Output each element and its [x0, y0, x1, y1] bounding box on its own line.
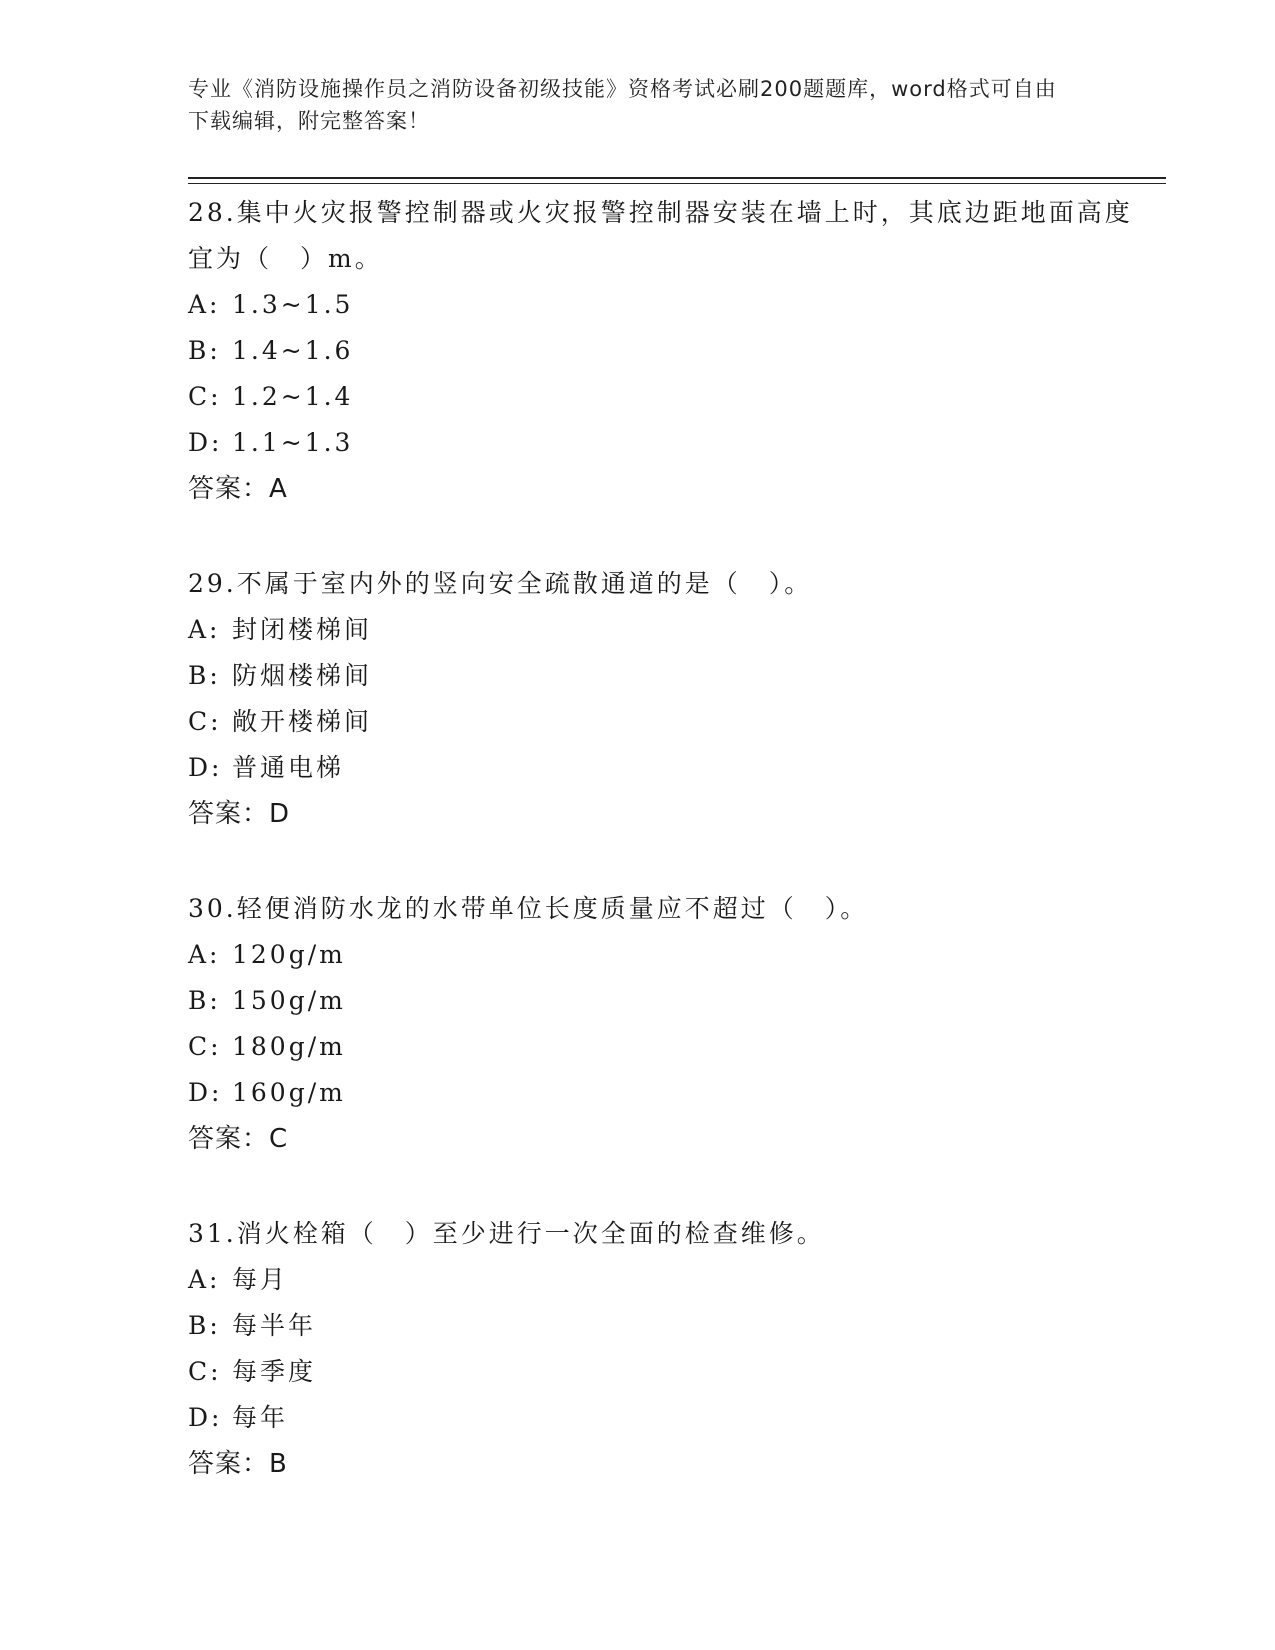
question-28	[188, 190, 1148, 512]
option-b	[188, 978, 1148, 1024]
document-header-note: 专业《消防设施操作员之消防设备初级技能》资格考试必刷200题题库，word格式可自由下载编辑，附完整答案！	[188, 77, 1057, 133]
option-text: 1.4~1.6	[232, 336, 354, 365]
option-d	[188, 745, 1148, 791]
question-stem: 31.消火栓箱（ ）至少进行一次全面的检查维修。	[188, 1219, 825, 1248]
option-c	[188, 374, 1148, 420]
option-a	[188, 932, 1148, 978]
option-letter: B:	[188, 1311, 221, 1340]
question-29	[188, 561, 1148, 837]
option-text: 150g/m	[232, 986, 346, 1015]
option-text: 1.3~1.5	[232, 290, 354, 319]
option-text: 每年	[232, 1403, 289, 1432]
option-letter: C:	[188, 1357, 222, 1386]
option-a	[188, 282, 1148, 328]
option-text: 1.2~1.4	[232, 382, 354, 411]
option-b	[188, 1303, 1148, 1349]
option-text: 封闭楼梯间	[232, 615, 373, 644]
question-31	[188, 1211, 1148, 1487]
answer-line: 答案：B	[188, 1449, 288, 1479]
option-letter: D:	[188, 753, 223, 782]
option-letter: A:	[188, 615, 221, 644]
option-letter: D:	[188, 1078, 223, 1107]
option-text: 每季度	[232, 1357, 317, 1386]
option-letter: D:	[188, 428, 223, 457]
option-text: 180g/m	[232, 1032, 346, 1061]
option-text: 敞开楼梯间	[232, 707, 373, 736]
option-letter: D:	[188, 1403, 223, 1432]
option-letter: B:	[188, 661, 221, 690]
option-d	[188, 1395, 1148, 1441]
option-letter: A:	[188, 940, 221, 969]
answer-line: 答案：C	[188, 1124, 289, 1154]
answer-line: 答案：D	[188, 799, 291, 829]
option-letter: B:	[188, 336, 221, 365]
option-a	[188, 607, 1148, 653]
option-d	[188, 420, 1148, 466]
option-text: 每半年	[232, 1311, 317, 1340]
option-text: 每月	[232, 1265, 289, 1294]
option-text: 160g/m	[232, 1078, 346, 1107]
option-c	[188, 699, 1148, 745]
question-list	[188, 190, 1148, 1536]
question-stem: 29.不属于室内外的竖向安全疏散通道的是（ ）。	[188, 569, 813, 598]
option-letter: C:	[188, 382, 222, 411]
option-b	[188, 328, 1148, 374]
option-text: 普通电梯	[232, 753, 345, 782]
header-divider-thin	[188, 183, 1166, 184]
option-d	[188, 1070, 1148, 1116]
option-letter: C:	[188, 1032, 222, 1061]
option-c	[188, 1349, 1148, 1395]
option-text: 防烟楼梯间	[232, 661, 373, 690]
header-divider-thick	[188, 177, 1166, 179]
option-text: 1.1~1.3	[232, 428, 354, 457]
question-30	[188, 886, 1148, 1162]
option-text: 120g/m	[232, 940, 346, 969]
option-b	[188, 653, 1148, 699]
option-letter: A:	[188, 290, 221, 319]
answer-line: 答案：A	[188, 474, 288, 504]
question-stem: 30.轻便消防水龙的水带单位长度质量应不超过（ ）。	[188, 894, 869, 923]
option-a	[188, 1257, 1148, 1303]
option-letter: B:	[188, 986, 221, 1015]
option-c	[188, 1024, 1148, 1070]
question-stem: 28.集中火灾报警控制器或火灾报警控制器安装在墙上时，其底边距地面高度宜为（ ）m。	[188, 198, 1133, 273]
option-letter: A:	[188, 1265, 221, 1294]
option-letter: C:	[188, 707, 222, 736]
